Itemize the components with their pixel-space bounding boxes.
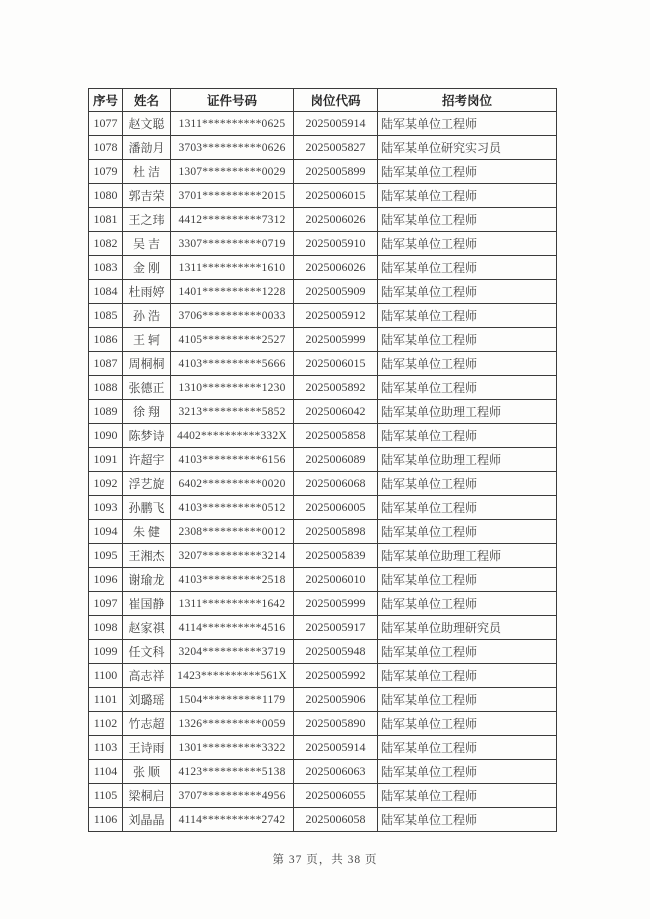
cell-serial: 1093 [89, 496, 123, 520]
table-row [89, 808, 557, 832]
cell-serial: 1079 [89, 160, 123, 184]
cell-post-code: 2025006015 [294, 352, 378, 376]
table-row [89, 496, 557, 520]
cell-id-number: 1310**********1230 [171, 376, 294, 400]
cell-id-number: 1326**********0059 [171, 712, 294, 736]
cell-id-number: 4103**********5666 [171, 352, 294, 376]
cell-post-code: 2025006026 [294, 208, 378, 232]
cell-post-code: 2025005999 [294, 592, 378, 616]
cell-id-number: 3701**********2015 [171, 184, 294, 208]
cell-serial: 1086 [89, 328, 123, 352]
candidate-roster-table [88, 88, 557, 832]
cell-post-title: 陆军某单位工程师 [378, 664, 557, 688]
cell-id-number: 4114**********2742 [171, 808, 294, 832]
cell-post-title: 陆军某单位工程师 [378, 736, 557, 760]
cell-post-code: 2025005992 [294, 664, 378, 688]
cell-post-code: 2025006063 [294, 760, 378, 784]
cell-serial: 1101 [89, 688, 123, 712]
cell-serial: 1088 [89, 376, 123, 400]
cell-post-title: 陆军某单位工程师 [378, 760, 557, 784]
table-row [89, 568, 557, 592]
cell-post-title: 陆军某单位助理研究员 [378, 616, 557, 640]
cell-name: 竹志超 [123, 712, 171, 736]
table-row [89, 424, 557, 448]
cell-name: 张 顺 [123, 760, 171, 784]
cell-name: 任文科 [123, 640, 171, 664]
table-row [89, 400, 557, 424]
cell-id-number: 2308**********0012 [171, 520, 294, 544]
cell-id-number: 4105**********2527 [171, 328, 294, 352]
cell-post-title: 陆军某单位工程师 [378, 424, 557, 448]
cell-serial: 1098 [89, 616, 123, 640]
cell-serial: 1083 [89, 256, 123, 280]
cell-post-title: 陆军某单位工程师 [378, 232, 557, 256]
table-row [89, 160, 557, 184]
cell-post-title: 陆军某单位研究实习员 [378, 136, 557, 160]
cell-name: 浮艺旋 [123, 472, 171, 496]
cell-post-code: 2025005999 [294, 328, 378, 352]
cell-id-number: 1311**********1642 [171, 592, 294, 616]
table-row [89, 448, 557, 472]
cell-name: 王湘杰 [123, 544, 171, 568]
cell-post-title: 陆军某单位助理工程师 [378, 544, 557, 568]
cell-id-number: 3703**********0626 [171, 136, 294, 160]
cell-serial: 1100 [89, 664, 123, 688]
cell-id-number: 1423**********561X [171, 664, 294, 688]
cell-serial: 1087 [89, 352, 123, 376]
cell-post-code: 2025006015 [294, 184, 378, 208]
cell-name: 杜 洁 [123, 160, 171, 184]
cell-post-title: 陆军某单位工程师 [378, 160, 557, 184]
cell-name: 孙 浩 [123, 304, 171, 328]
cell-serial: 1077 [89, 112, 123, 136]
cell-id-number: 1307**********0029 [171, 160, 294, 184]
cell-name: 周桐桐 [123, 352, 171, 376]
cell-id-number: 1401**********1228 [171, 280, 294, 304]
cell-post-code: 2025005948 [294, 640, 378, 664]
cell-name: 高志祥 [123, 664, 171, 688]
cell-post-code: 2025005909 [294, 280, 378, 304]
cell-serial: 1096 [89, 568, 123, 592]
cell-post-code: 2025005910 [294, 232, 378, 256]
table-row [89, 544, 557, 568]
cell-post-code: 2025005914 [294, 736, 378, 760]
cell-post-title: 陆军某单位工程师 [378, 808, 557, 832]
cell-serial: 1094 [89, 520, 123, 544]
table-row [89, 736, 557, 760]
cell-post-title: 陆军某单位工程师 [378, 112, 557, 136]
table-row [89, 472, 557, 496]
cell-post-code: 2025006089 [294, 448, 378, 472]
cell-post-title: 陆军某单位工程师 [378, 328, 557, 352]
cell-name: 郭吉荣 [123, 184, 171, 208]
cell-id-number: 3307**********0719 [171, 232, 294, 256]
cell-post-code: 2025005917 [294, 616, 378, 640]
cell-name: 赵文聪 [123, 112, 171, 136]
cell-post-code: 2025006055 [294, 784, 378, 808]
cell-id-number: 3213**********5852 [171, 400, 294, 424]
cell-id-number: 4114**********4516 [171, 616, 294, 640]
cell-id-number: 1311**********0625 [171, 112, 294, 136]
cell-name: 王之玮 [123, 208, 171, 232]
cell-post-code: 2025006068 [294, 472, 378, 496]
document-page [88, 88, 557, 832]
cell-name: 孙鹏飞 [123, 496, 171, 520]
cell-post-title: 陆军某单位工程师 [378, 184, 557, 208]
cell-id-number: 1504**********1179 [171, 688, 294, 712]
column-header: 姓名 [123, 89, 171, 112]
cell-serial: 1097 [89, 592, 123, 616]
table-row [89, 592, 557, 616]
cell-post-title: 陆军某单位工程师 [378, 352, 557, 376]
cell-post-code: 2025005914 [294, 112, 378, 136]
cell-name: 徐 翔 [123, 400, 171, 424]
cell-id-number: 3207**********3214 [171, 544, 294, 568]
cell-post-code: 2025006005 [294, 496, 378, 520]
cell-name: 梁桐启 [123, 784, 171, 808]
cell-post-title: 陆军某单位工程师 [378, 640, 557, 664]
column-header: 岗位代码 [294, 89, 378, 112]
header-row [89, 89, 557, 112]
table-row [89, 328, 557, 352]
table-row [89, 712, 557, 736]
cell-serial: 1080 [89, 184, 123, 208]
cell-name: 许超宇 [123, 448, 171, 472]
cell-id-number: 4103**********2518 [171, 568, 294, 592]
cell-id-number: 3204**********3719 [171, 640, 294, 664]
table-body [89, 112, 557, 832]
cell-post-title: 陆军某单位工程师 [378, 376, 557, 400]
column-header: 证件号码 [171, 89, 294, 112]
cell-post-code: 2025005892 [294, 376, 378, 400]
cell-post-title: 陆军某单位助理工程师 [378, 400, 557, 424]
cell-serial: 1081 [89, 208, 123, 232]
cell-post-title: 陆军某单位工程师 [378, 568, 557, 592]
cell-post-title: 陆军某单位工程师 [378, 520, 557, 544]
cell-post-code: 2025005899 [294, 160, 378, 184]
cell-post-title: 陆军某单位工程师 [378, 496, 557, 520]
cell-name: 赵家祺 [123, 616, 171, 640]
cell-post-title: 陆军某单位工程师 [378, 304, 557, 328]
cell-id-number: 1301**********3322 [171, 736, 294, 760]
cell-id-number: 3707**********4956 [171, 784, 294, 808]
cell-id-number: 1311**********1610 [171, 256, 294, 280]
cell-post-code: 2025005827 [294, 136, 378, 160]
cell-post-title: 陆军某单位工程师 [378, 472, 557, 496]
cell-name: 陈梦诗 [123, 424, 171, 448]
cell-post-code: 2025006026 [294, 256, 378, 280]
table-row [89, 640, 557, 664]
cell-name: 潘勏月 [123, 136, 171, 160]
cell-id-number: 4103**********6156 [171, 448, 294, 472]
cell-name: 刘璐瑶 [123, 688, 171, 712]
cell-post-title: 陆军某单位助理工程师 [378, 448, 557, 472]
table-row [89, 664, 557, 688]
cell-name: 朱 健 [123, 520, 171, 544]
table-row [89, 208, 557, 232]
table-row [89, 304, 557, 328]
cell-id-number: 4412**********7312 [171, 208, 294, 232]
table-row [89, 256, 557, 280]
cell-post-title: 陆军某单位工程师 [378, 256, 557, 280]
column-header: 序号 [89, 89, 123, 112]
table-row [89, 112, 557, 136]
table-row [89, 232, 557, 256]
table-row [89, 784, 557, 808]
table-row [89, 688, 557, 712]
table-row [89, 376, 557, 400]
cell-name: 王诗雨 [123, 736, 171, 760]
cell-post-code: 2025005898 [294, 520, 378, 544]
cell-post-title: 陆军某单位工程师 [378, 280, 557, 304]
table-row [89, 136, 557, 160]
cell-post-title: 陆军某单位工程师 [378, 592, 557, 616]
cell-name: 杜雨婷 [123, 280, 171, 304]
page-number-footer: 第 37 页，共 38 页 [272, 854, 378, 866]
cell-serial: 1089 [89, 400, 123, 424]
column-header: 招考岗位 [378, 89, 557, 112]
cell-serial: 1082 [89, 232, 123, 256]
cell-post-title: 陆军某单位工程师 [378, 784, 557, 808]
cell-post-code: 2025005906 [294, 688, 378, 712]
table-row [89, 520, 557, 544]
cell-post-code: 2025005890 [294, 712, 378, 736]
table-row [89, 280, 557, 304]
table-row [89, 616, 557, 640]
cell-name: 刘晶晶 [123, 808, 171, 832]
cell-id-number: 6402**********0020 [171, 472, 294, 496]
cell-id-number: 3706**********0033 [171, 304, 294, 328]
cell-serial: 1090 [89, 424, 123, 448]
cell-name: 吴 吉 [123, 232, 171, 256]
cell-name: 谢瑜龙 [123, 568, 171, 592]
cell-serial: 1099 [89, 640, 123, 664]
cell-post-title: 陆军某单位工程师 [378, 208, 557, 232]
table-row [89, 184, 557, 208]
cell-serial: 1078 [89, 136, 123, 160]
cell-serial: 1092 [89, 472, 123, 496]
cell-id-number: 4402**********332X [171, 424, 294, 448]
table-header [89, 89, 557, 112]
cell-post-title: 陆军某单位工程师 [378, 688, 557, 712]
cell-post-code: 2025005858 [294, 424, 378, 448]
cell-serial: 1103 [89, 736, 123, 760]
cell-post-code: 2025006042 [294, 400, 378, 424]
cell-id-number: 4103**********0512 [171, 496, 294, 520]
cell-serial: 1091 [89, 448, 123, 472]
cell-name: 崔国静 [123, 592, 171, 616]
cell-name: 张德正 [123, 376, 171, 400]
cell-serial: 1095 [89, 544, 123, 568]
cell-serial: 1084 [89, 280, 123, 304]
cell-name: 王 轲 [123, 328, 171, 352]
cell-serial: 1102 [89, 712, 123, 736]
cell-name: 金 刚 [123, 256, 171, 280]
table-row [89, 352, 557, 376]
cell-serial: 1104 [89, 760, 123, 784]
cell-post-code: 2025006010 [294, 568, 378, 592]
cell-serial: 1106 [89, 808, 123, 832]
cell-post-code: 2025005839 [294, 544, 378, 568]
cell-serial: 1085 [89, 304, 123, 328]
cell-post-title: 陆军某单位工程师 [378, 712, 557, 736]
cell-post-code: 2025005912 [294, 304, 378, 328]
cell-id-number: 4123**********5138 [171, 760, 294, 784]
table-row [89, 760, 557, 784]
cell-post-code: 2025006058 [294, 808, 378, 832]
cell-serial: 1105 [89, 784, 123, 808]
